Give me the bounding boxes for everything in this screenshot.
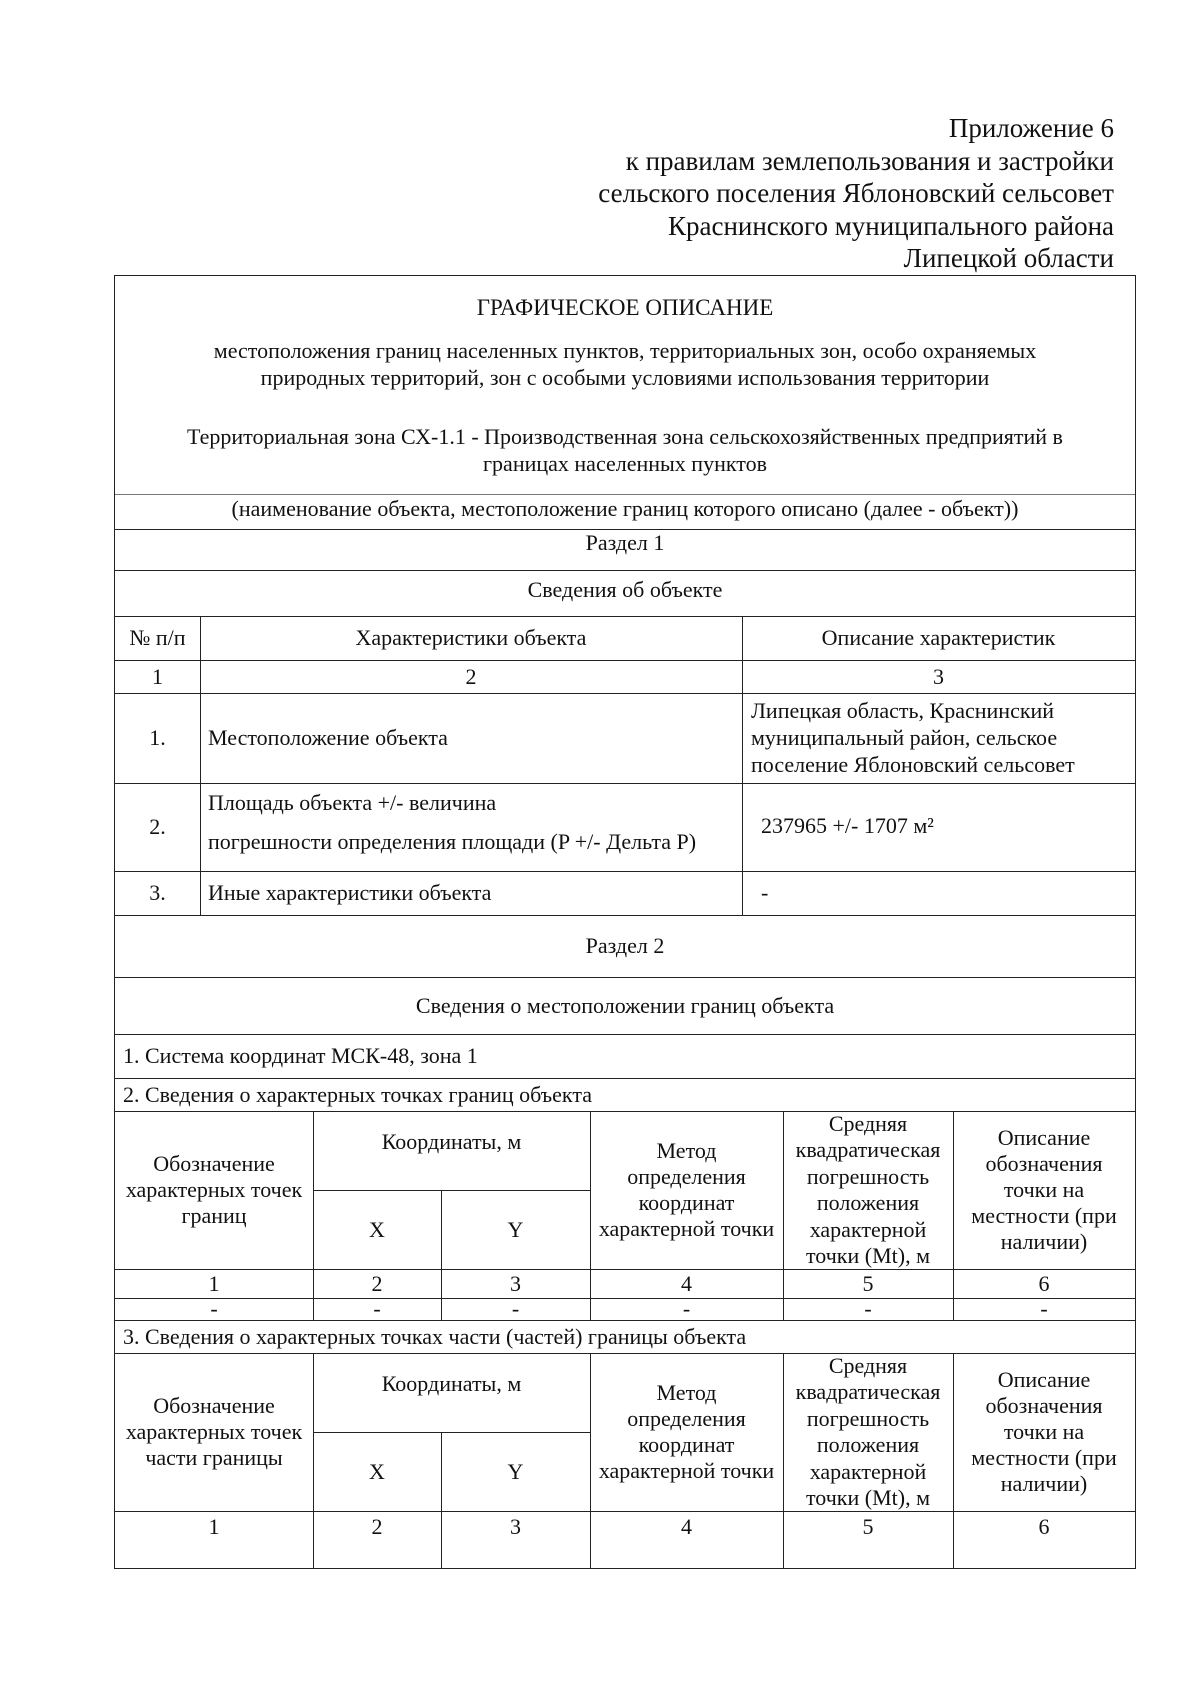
- column-number: 1: [152, 663, 163, 689]
- column-number: 4: [681, 1514, 692, 1539]
- header-line: наличии): [1000, 1471, 1088, 1496]
- row-value: Липецкая область, Краснинский: [751, 698, 1055, 723]
- appendix-line: Краснинского муниципального района: [667, 210, 1114, 241]
- header-line: определения: [627, 1164, 746, 1189]
- column-header-description: [953, 1111, 1135, 1269]
- column-header-coordinates: Координаты, м: [381, 1371, 522, 1396]
- column-number: 4: [681, 1270, 692, 1296]
- header-line: погрешность: [806, 1405, 930, 1431]
- column-number: 5: [862, 1270, 874, 1296]
- row-value: -: [761, 880, 769, 905]
- section1-subtitle: Сведения об объекте: [527, 577, 723, 602]
- column-header-description: [953, 1353, 1135, 1511]
- column-header-coordinates: Координаты, м: [381, 1129, 522, 1154]
- column-header-error: [783, 1111, 953, 1269]
- column-number: 1: [208, 1514, 220, 1539]
- appendix-line: к правилам землепользования и застройки: [625, 145, 1114, 176]
- subtitle-line: местоположения границ населенных пунктов, территориальных зон, особо охраняемых: [213, 338, 1037, 363]
- divider: [115, 783, 1135, 784]
- header-line: наличии): [1000, 1229, 1088, 1254]
- appendix-line: сельского поселения Яблоновский сельсовет: [598, 178, 1114, 208]
- row-name: Иные характеристики объекта: [208, 880, 492, 905]
- header-line: Описание: [997, 1125, 1091, 1150]
- column-header-x: X: [369, 1458, 385, 1484]
- coordinate-system: 1. Система координат МСК-48, зона 1: [123, 1043, 478, 1068]
- header-line: квадратическая: [795, 1137, 941, 1162]
- table-cell: -: [210, 1296, 218, 1321]
- section1-title: Раздел 1: [585, 530, 665, 555]
- header-line: характерной: [809, 1216, 927, 1242]
- zone-line: Территориальная зона СХ-1.1 - Производственная зона сельскохозяйственных предприятий в: [187, 424, 1063, 449]
- appendix-title: Приложение 6: [948, 113, 1114, 143]
- column-header: № п/п: [129, 625, 186, 650]
- header-line: координат: [638, 1432, 735, 1457]
- table-cell: -: [511, 1296, 520, 1321]
- row-name: Площадь объекта +/- величина: [208, 790, 497, 815]
- header-line: границ: [181, 1203, 247, 1228]
- header-line: точки (Mt), м: [805, 1243, 931, 1268]
- column-header-designation: [115, 1353, 313, 1511]
- header-line: точки на: [1003, 1419, 1085, 1444]
- header-line: обозначения: [985, 1151, 1103, 1176]
- row-name: погрешности определения площади (P +/- Дельта P): [208, 829, 697, 854]
- zone-line: границах населенных пунктов: [483, 451, 767, 476]
- row-value: поселение Яблоновский сельсовет: [751, 752, 1075, 777]
- header-line: характерных точек: [125, 1419, 303, 1444]
- column-number: 3: [933, 663, 944, 689]
- divider: [115, 570, 1135, 571]
- header-line: точки на: [1003, 1177, 1085, 1202]
- document-title: ГРАФИЧЕСКОЕ ОПИСАНИЕ: [476, 295, 774, 320]
- column-header-method: [590, 1111, 783, 1269]
- document-frame: [114, 275, 1136, 1569]
- table-cell: -: [864, 1296, 872, 1321]
- section2-title: Раздел 2: [585, 933, 665, 958]
- column-number: 3: [510, 1514, 521, 1539]
- object-caption: (наименование объекта, местоположение границ которого описано (далее - объект)): [231, 496, 1019, 521]
- header-line: Обозначение: [153, 1151, 275, 1176]
- header-line: положения: [816, 1190, 920, 1215]
- header-line: Метод: [656, 1380, 717, 1405]
- column-number: 2: [371, 1514, 383, 1539]
- table-cell: -: [373, 1296, 381, 1321]
- header-line: Метод: [656, 1138, 717, 1163]
- row-name: Местоположение объекта: [208, 725, 448, 750]
- row-value: муниципальный район, сельское: [751, 725, 1058, 750]
- section2-subtitle: Сведения о местоположении границ объекта: [415, 992, 835, 1018]
- column-number: 2: [465, 663, 477, 689]
- column-header-designation: [115, 1111, 313, 1269]
- appendix-block: [598, 112, 1114, 275]
- column-header-x: X: [369, 1216, 385, 1242]
- row-value: 237965 +/- 1707 м²: [761, 813, 934, 838]
- header-line: местности (при: [971, 1203, 1117, 1228]
- column-header-y: Y: [507, 1216, 524, 1242]
- column-number: 5: [862, 1514, 874, 1539]
- column-number: 2: [371, 1270, 383, 1296]
- header-line: обозначения: [985, 1393, 1103, 1418]
- parts-title: 3. Сведения о характерных точках части (частей) границы объекта: [123, 1323, 747, 1349]
- header-line: Обозначение: [153, 1393, 275, 1418]
- divider: [115, 871, 1135, 872]
- header-line: квадратическая: [795, 1379, 941, 1404]
- header-line: определения: [627, 1406, 746, 1431]
- column-header: Описание характеристик: [821, 625, 1056, 650]
- header-line: характерной точки: [598, 1458, 775, 1483]
- appendix-line: Липецкой области: [903, 243, 1114, 273]
- header-line: местности (при: [971, 1445, 1117, 1470]
- points-title: 2. Сведения о характерных точках границ объекта: [123, 1081, 592, 1107]
- row-number: 2.: [149, 814, 166, 839]
- column-header-error: [783, 1353, 953, 1511]
- subtitle-line: природных территорий, зон с особыми условиями использования территории: [260, 365, 990, 390]
- header-line: характерной точки: [598, 1216, 775, 1241]
- header-line: части границы: [145, 1445, 283, 1470]
- header-line: координат: [638, 1190, 735, 1215]
- table-cell: -: [682, 1296, 691, 1321]
- column-number: 6: [1038, 1514, 1050, 1539]
- header-line: характерных точек: [125, 1177, 303, 1202]
- row-number: 3.: [149, 880, 166, 905]
- column-number: 1: [208, 1270, 220, 1296]
- column-header: Характеристики объекта: [355, 625, 587, 650]
- column-header-method: [590, 1353, 783, 1511]
- table-cell: -: [1040, 1296, 1048, 1321]
- header-line: Средняя: [828, 1110, 908, 1136]
- row-number: 1.: [149, 725, 166, 750]
- column-header-y: Y: [507, 1458, 524, 1484]
- header-line: погрешность: [806, 1163, 930, 1189]
- column-number: 6: [1038, 1270, 1050, 1296]
- header-line: положения: [816, 1432, 920, 1457]
- header-line: Описание: [997, 1367, 1091, 1392]
- header-line: точки (Mt), м: [805, 1485, 931, 1510]
- column-number: 3: [510, 1270, 521, 1296]
- header-line: Средняя: [828, 1352, 908, 1378]
- header-line: характерной: [809, 1458, 927, 1484]
